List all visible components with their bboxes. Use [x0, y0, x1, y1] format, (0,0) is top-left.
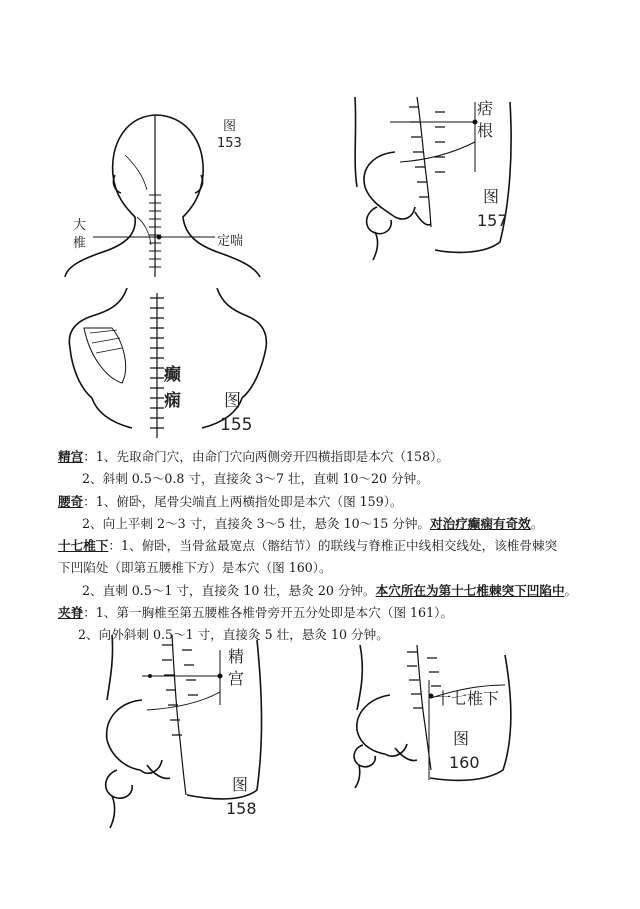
lumbar-spine-158: [162, 635, 198, 795]
fig158-number: 158: [226, 799, 257, 818]
dazhui-label-a: 大: [73, 218, 87, 233]
pigen-label-a: 痞: [477, 99, 494, 118]
dingchuan-point: [157, 235, 162, 240]
shiqi-line1: [58, 535, 618, 557]
shiqi-line1b: 下凹陷处（即第五腰椎下方）是本穴（图 160）。: [58, 560, 332, 576]
figure-158: [92, 630, 292, 830]
shiqi-line2: [58, 580, 618, 602]
shiqi-label: 十七椎下: [435, 689, 500, 708]
yaoqi-end: 。: [530, 515, 544, 531]
jinggong-text1: ：1、先取命门穴，由命门穴向两侧旁开四横指即是本穴（158）。: [83, 449, 449, 464]
shiqi-emphasis: 本穴所在为第十七椎棘突下凹陷中: [375, 582, 565, 598]
shiqi-term: 十七椎下: [58, 538, 109, 554]
shiqi-point: [429, 694, 434, 699]
pelvis-drawing-160: [354, 645, 511, 788]
jinggong-label-a: 精: [228, 647, 245, 666]
pigen-label-b: 根: [477, 121, 494, 140]
yaoqi-text1: ：1、俯卧，尾骨尖端直上两横指处即是本穴（图 159）。: [83, 493, 403, 509]
mingmen-point: [148, 674, 152, 678]
shiqi-text2: 2、直刺 0.5～1 寸，直接灸 10 壮，悬灸 20 分钟。: [82, 582, 376, 598]
figure-160: [345, 640, 525, 790]
fig157-number: 157: [477, 211, 508, 230]
yaoqi-term: 腰奇: [58, 493, 84, 509]
fig153-tu: 图: [223, 119, 237, 134]
fig157-tu: 图: [483, 187, 500, 206]
yaoqi-text2: 2、向上平刺 2～3 寸，直接灸 3～5 壮，悬灸 10～15 分钟。: [82, 515, 431, 531]
shiqi-end: 。: [564, 582, 578, 598]
fig155-tu: 图: [224, 391, 241, 411]
fig160-number: 160: [449, 753, 480, 772]
fig160-tu: 图: [453, 729, 470, 748]
jiaji-text1: ：1、第一胸椎至第五腰椎各椎骨旁开五分处即是本穴（图 161）。: [83, 605, 453, 621]
dianxian-label-a: 癫: [164, 365, 181, 385]
jinggong-point: [218, 674, 223, 679]
yaoqi-line2: [58, 513, 618, 535]
dazhui-label-b: 椎: [73, 236, 87, 251]
thoracic-spine-155: [150, 293, 164, 438]
fig158-tu: 图: [232, 775, 249, 794]
dianxian-label-b: 痫: [164, 391, 181, 411]
shiqi-text1: ：1、俯卧，当骨盆最宽点（髂结节）的联线与脊椎正中线相交线处，该椎骨棘突: [108, 538, 558, 554]
fig153-number: 153: [217, 136, 242, 151]
iliac-crest-line: [400, 142, 475, 162]
jinggong-label-b: 宫: [228, 669, 245, 688]
fig155-number: 155: [220, 415, 253, 435]
crest-line-158: [147, 692, 220, 710]
figure-155: [62, 288, 272, 438]
yaoqi-line1: [58, 491, 618, 513]
jinggong-line2: 2、斜刺 0.5～0.8 寸，直接灸 3～7 壮，直刺 10～20 分钟。: [82, 471, 429, 487]
figure-157: [335, 92, 530, 262]
jiaji-line2: 2、向外斜刺 0.5～1 寸，直接灸 5 壮，悬灸 10 分钟。: [78, 627, 389, 643]
jiaji-term: 夹脊: [58, 605, 84, 621]
jinggong-line1: [58, 446, 618, 468]
dingchuan-label: 定喘: [217, 234, 244, 249]
figure-153: [55, 95, 280, 280]
yaoqi-emphasis: 对治疗癫痫有奇效: [430, 515, 531, 531]
jiaji-line1: [58, 602, 618, 624]
acupoint-text: [58, 446, 618, 647]
jinggong-term: 精宫: [58, 449, 84, 464]
